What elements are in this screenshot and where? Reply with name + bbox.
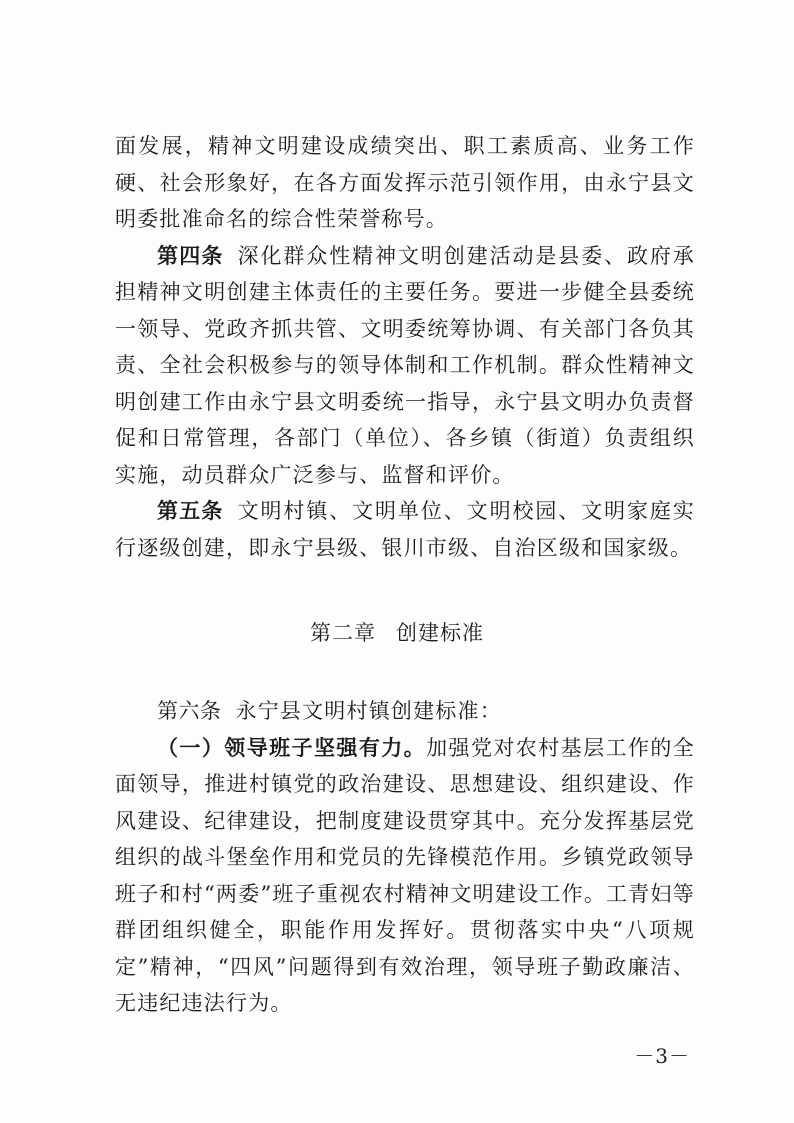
body-section-1 <box>115 128 695 566</box>
article-5-label: 第五条 <box>157 499 224 523</box>
chapter-heading <box>0 617 794 647</box>
article-6-text: 永宁县文明村镇创建标准： <box>235 699 502 723</box>
article-5-text: 文明村镇、文明单位、文明校园、文明家庭实行逐级创建，即永宁县级、银川市级、自治区级和国家级。 <box>115 499 696 560</box>
body-section-2 <box>115 693 695 1022</box>
item-1-text: 加强党对农村基层工作的全面领导，推进村镇党的政治建设、思想建设、组织建设、作风建设、纪律建设，把制度建设贯穿其中。充分发挥基层党组织的战斗堡垒作用和党员的先锋模范作用。乡镇党政领导班子和村“两委”班子重视农村精神文明建设工作。工青妇等群团组织健全，职能作用发挥好。贯彻落实中央“八项规定”精神，“四风”问题得到有效治理，领导班子勤政廉洁、无违纪违法行为。 <box>115 735 695 1015</box>
article-4-label: 第四条 <box>157 243 224 268</box>
article-6-paragraph <box>115 693 695 730</box>
item-1-paragraph <box>115 730 695 1022</box>
intro-paragraph: 面发展，精神文明建设成绩突出、职工素质高、业务工作硬、社会形象好，在各方面发挥示范引领作用，由永宁县文明委批准命名的综合性荣誉称号。 <box>115 134 695 231</box>
chapter-title: 创建标准 <box>396 621 484 645</box>
article-4-paragraph <box>115 238 695 494</box>
item-1-heading: （一）领导班子坚强有力。 <box>157 734 427 760</box>
chapter-number: 第二章 <box>310 621 376 645</box>
article-5-paragraph <box>115 493 695 566</box>
article-6-label: 第六条 <box>157 699 222 723</box>
page-number: －3－ <box>634 1044 690 1068</box>
article-4-text: 深化群众性精神文明创建活动是县委、政府承担精神文明创建主体责任的主要任务。要进一步健全县委统一领导、党政齐抓共管、文明委统筹协调、有关部门各负其责、全社会积极参与的领导体制和工作机制。群众性精神文明创建工作由永宁县文明委统一指导，永宁县文明办负责督促和日常管理，各部门（单位）、各乡镇（街道）负责组织实施，动员群众广泛参与、监督和评价。 <box>115 243 696 487</box>
